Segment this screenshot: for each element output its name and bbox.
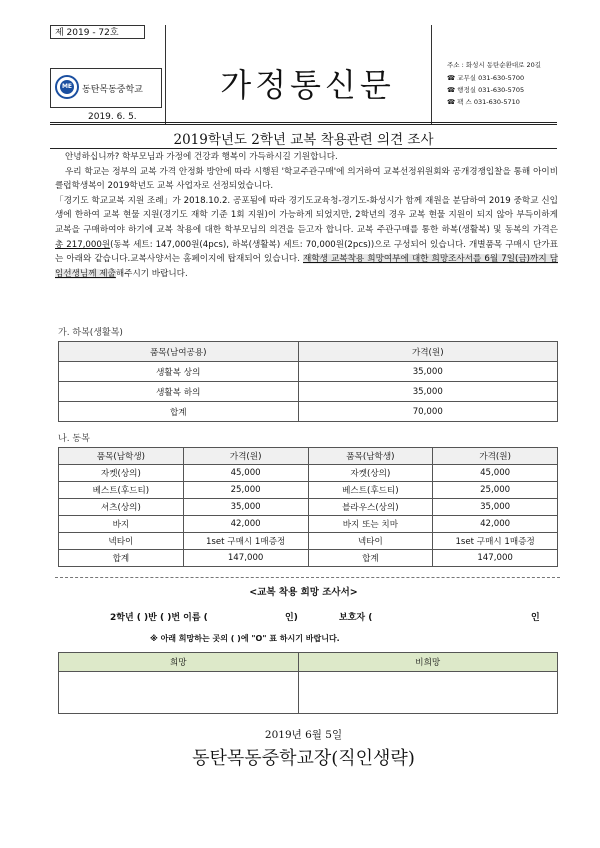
hope-table — [58, 652, 558, 714]
winter-label: 나. 동복 — [58, 434, 90, 444]
nohope-cell[interactable] — [298, 672, 557, 714]
table-row: 자켓(상의) 45,000 자켓(상의) 45,000 — [59, 465, 558, 482]
para-vendor: 우리 학교는 정부의 교복 가격 안정화 방안에 따라 시행된 '학교주관구매'에 의거하여 교복선정위원회와 공개경쟁입찰을 통해 아이비클럽학생복이 2019학년도 교복 사업자로 선정되었습니다. — [55, 166, 558, 192]
logo-mark: ME — [60, 80, 74, 94]
doc-heading: 2019학년도 2학년 교복 착용관련 의견 조사 — [173, 132, 434, 148]
table-row: 셔츠(상의) 35,000 블라우스(상의) 35,000 — [59, 499, 558, 516]
winter-header-item-m: 품목(남학생) — [59, 448, 184, 465]
table-row: 베스트(후드티) 25,000 베스트(후드티) 25,000 — [59, 482, 558, 499]
heading-rule — [50, 148, 557, 149]
winter-header-price-m: 가격(원) — [183, 448, 308, 465]
summer-header-price: 가격(원) — [298, 342, 557, 362]
survey-note: ※ 아래 희망하는 곳의 ( )에 "O" 표 하시기 바랍니다. — [150, 634, 340, 643]
school-name: 동탄목동중학교 — [82, 85, 143, 95]
winter-header-price-f: 가격(원) — [433, 448, 558, 465]
table-row: 합계 147,000 합계 147,000 — [59, 550, 558, 567]
table-row: 생활복 하의 35,000 — [59, 382, 558, 402]
deadline-notice: 재학생 교복착용 희망여부에 대한 희망조사서를 6월 7일(금)까지 담임선생님께 제출 — [55, 254, 558, 279]
cut-line — [55, 577, 560, 578]
body-text — [55, 150, 558, 281]
student-seal: 인) — [285, 613, 298, 623]
para-greeting: 안녕하십니까? 학부모님과 가정에 건강과 행복이 가득하시길 기원합니다. — [65, 152, 338, 162]
header-divider-2 — [50, 124, 557, 125]
nohope-header: 비희망 — [298, 653, 557, 672]
hope-header: 희망 — [59, 653, 299, 672]
table-row: 합계 70,000 — [59, 402, 558, 422]
summer-price-table — [58, 341, 558, 422]
parent-field[interactable]: 보호자 ( — [339, 613, 373, 623]
issue-date: 2019. 6. 5. — [88, 112, 137, 122]
parent-seal: 인 — [531, 613, 540, 623]
header-divider — [50, 122, 557, 123]
summer-header-item: 품목(남여공용) — [59, 342, 299, 362]
contact-fax: ☎ 팩 스 031-630-5710 — [447, 98, 520, 106]
hope-cell[interactable] — [59, 672, 299, 714]
table-row: 생활복 상의 35,000 — [59, 362, 558, 382]
survey-title: <교복 착용 희망 조사서> — [249, 587, 358, 598]
winter-header-item-f: 품목(남학생) — [308, 448, 433, 465]
para-details: 「경기도 학교교복 지원 조례」가 2018.10.2. 공포됨에 따라 경기도교육청-경기도-화성시가 함께 재원을 분담하여 2019 중학교 신입생에 한하여 교복 현물 지원(경기도 재학 기준 1회 지원)이 가능하게 되었지만, 2학년의 경우 교복 현물 지원이 되지 않아 부득이하게 교복을 구매하여야 하기에 교복 착용에 대한 학부모님의 의견을 듣고자 합니다. 교복 주관구매를 통한 하복(생활복) 및 동복의 가격은 총 217,000원(동복 세트: 147,000원(4pcs), 하복(생활복) 세트: 70,000원(2pcs))으로 구성되어 있습니다. 개별품목 구매시 단가표는 아래와 같습니다.교복사양서는 홈페이지에 탑재되어 있습니다. 재학생 교복착용 희망여부에 대한 희망조사서를 6월 7일(금)까지 담임선생님께 제출해주시기 바랍니다. — [55, 195, 558, 279]
contact-office: ☎ 교무실 031-630-5700 — [447, 74, 525, 82]
footer-date: 2019년 6월 5일 — [264, 729, 343, 741]
table-row: 바지 42,000 바지 또는 치마 42,000 — [59, 516, 558, 533]
issue-number: 제 2019 - 72호 — [50, 25, 145, 39]
address: 주소 : 화성시 동탄순환대로 20길 — [447, 61, 542, 69]
page-title: 가정통신문 — [220, 66, 395, 104]
table-row: 넥타이 1set 구매시 1매증정 넥타이 1set 구매시 1매증정 — [59, 533, 558, 550]
student-info-field[interactable]: 2학년 ( )반 ( )번 이름 ( — [110, 613, 208, 623]
total-price: 총 217,000원 — [55, 239, 111, 250]
principal-signature: 동탄목동중학교장(직인생략) — [192, 748, 415, 769]
school-logo-icon — [55, 75, 79, 99]
summer-label: 가. 하복(생활복) — [58, 328, 123, 338]
contact-admin: ☎ 행정실 031-630-5705 — [447, 86, 525, 94]
winter-price-table — [58, 447, 558, 567]
